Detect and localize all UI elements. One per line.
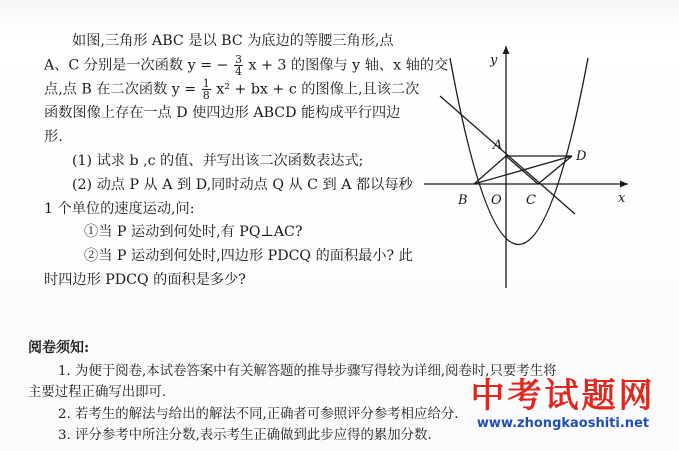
label-d: D (576, 149, 587, 164)
segment-ac-inner (506, 156, 538, 184)
notes-item-3: 3. 评分参考中所注分数,表示考生正确做到此步应得的累加分数. (58, 428, 432, 443)
fraction-denominator: 8 (202, 89, 210, 103)
question-2-2: ②当 P 运动到何处时,四边形 PDCQ 的面积最小? 此 (84, 248, 413, 265)
fraction-1-8 (202, 78, 211, 101)
site-watermark (458, 376, 668, 432)
function-graph (420, 36, 635, 298)
problem-line-2 (44, 52, 449, 78)
question-2: (2) 动点 P 从 A 到 D,同时动点 Q 从 C 到 A 都以每秒 (72, 176, 413, 193)
notes-item-1: 1. 为便于阅卷,本试卷答案中有关解答题的推导步骤写得较为详细,阅卷时,只要考生将 (58, 363, 557, 379)
segment-bd (474, 156, 572, 184)
notes-item-1-cont: 主要过程正确写出即可. (28, 385, 167, 400)
fraction-denominator: 4 (234, 64, 242, 78)
problem-line-2-a: A、C 分别是一次函数 y = − (44, 57, 229, 74)
label-b: B (458, 193, 468, 208)
problem-line-2-b: x + 3 的图像与 y 轴、x 轴的交 (248, 57, 449, 74)
problem-line-1: 如图,三角形 ABC 是以 BC 为底边的等腰三角形,点 (72, 33, 394, 49)
question-2-1: ①当 P 运动到何处时,有 PQ⊥AC? (84, 224, 303, 241)
notes-item-2: 2. 若考生的解法与给出的解法不同,正确者可参照评分参考相应给分. (58, 406, 459, 422)
label-x: x (618, 191, 626, 206)
fraction-numerator: 3 (234, 52, 242, 66)
label-y: y (490, 53, 498, 68)
label-a: A (493, 138, 503, 153)
watermark-logo-text: 中考试题网 (470, 376, 656, 416)
fraction-numerator: 1 (202, 77, 210, 91)
problem-line-5: 形. (44, 129, 63, 146)
problem-line-3-b: x² + bx + c 的图像上,且该二次 (216, 81, 420, 98)
question-1: (1) 试求 b ,c 的值、并写出该二次函数表达式; (72, 152, 364, 169)
question-2-cont: 1 个单位的速度运动,问: (44, 200, 195, 217)
label-c: C (526, 193, 536, 208)
y-axis-arrow-icon (503, 46, 510, 54)
parabola-curve (450, 58, 588, 245)
problem-text (44, 30, 449, 293)
problem-line-3 (44, 77, 420, 103)
watermark-url: www.zhongkaoshiti.net (476, 416, 650, 431)
question-2-2-cont: 时四边形 PDCQ 的面积是多少? (44, 271, 246, 288)
problem-line-4: 函数图像上存在一点 D 使四边形 ABCD 能构成平行四边 (44, 105, 401, 122)
fraction-3-4 (234, 54, 243, 77)
problem-line-3-a: 点,点 B 在二次函数 y = (44, 81, 197, 98)
label-o: O (491, 193, 502, 208)
x-axis-arrow-icon (620, 181, 628, 188)
notes-heading: 阅卷须知: (28, 340, 90, 356)
